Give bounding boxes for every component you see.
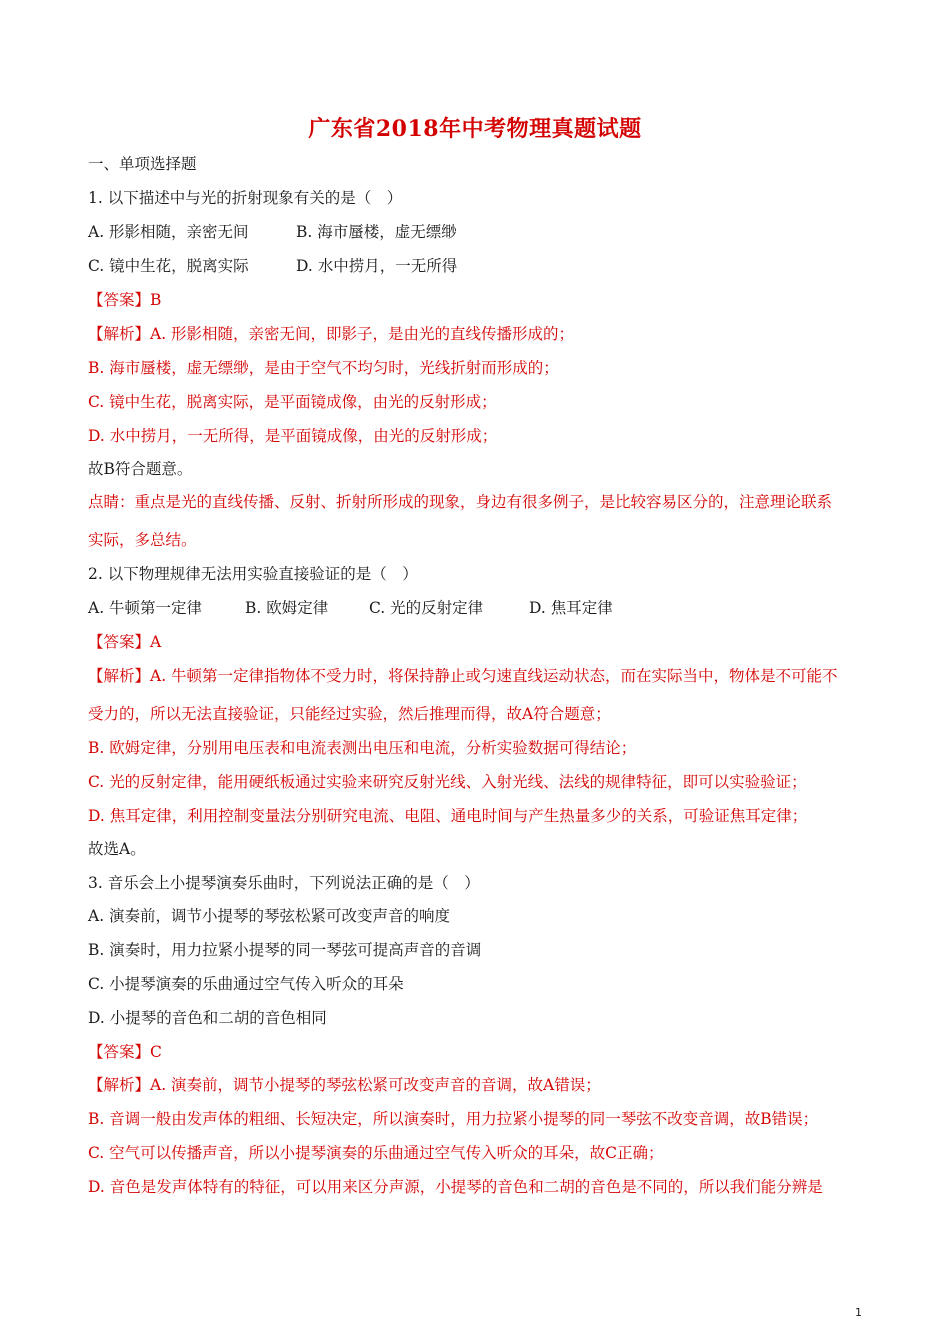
q2-analysis-2: 受力的，所以无法直接验证，只能经过实验，然后推理而得，故A符合题意； xyxy=(88,705,611,723)
q3-option-b: B. 演奏时，用力拉紧小提琴的同一琴弦可提高声音的音调 xyxy=(88,941,482,959)
q1-analysis-2: B. 海市蜃楼，虚无缥缈，是由于空气不均匀时，光线折射而形成的； xyxy=(88,359,559,377)
q3-stem: 3. 音乐会上小提琴演奏乐曲时，下列说法正确的是（ ） xyxy=(88,874,480,892)
q1-analysis-4: D. 水中捞月，一无所得，是平面镜成像，由光的反射形成； xyxy=(88,427,498,445)
q3-analysis-2: B. 音调一般由发声体的粗细、长短决定，所以演奏时，用力拉紧小提琴的同一琴弦不改变音调，故B错误； xyxy=(88,1110,819,1128)
q3-analysis-3: C. 空气可以传播声音，所以小提琴演奏的乐曲通过空气传入听众的耳朵，故C正确； xyxy=(88,1144,664,1162)
q1-option-c: C. 镜中生花，脱离实际 xyxy=(88,257,249,275)
q1-options-row-1 xyxy=(88,222,457,242)
q1-tip-2: 实际，多总结。 xyxy=(88,531,197,549)
q3-analysis-1: 【解析】A. 演奏前，调节小提琴的琴弦松紧可改变声音的音调，故A错误； xyxy=(88,1076,601,1094)
q1-analysis-1: 【解析】A. 形影相随，亲密无间，即影子，是由光的直线传播形成的； xyxy=(88,325,575,343)
q3-option-c: C. 小提琴演奏的乐曲通过空气传入听众的耳朵 xyxy=(88,975,404,993)
q2-analysis-4: C. 光的反射定律，能用硬纸板通过实验来研究反射光线、入射光线、法线的规律特征，即可以实验验证； xyxy=(88,773,807,791)
q1-analysis-3: C. 镜中生花，脱离实际，是平面镜成像，由光的反射形成； xyxy=(88,393,497,411)
q1-tip-1: 点睛：重点是光的直线传播、反射、折射所形成的现象，身边有很多例子，是比较容易区分的，注意理论联系 xyxy=(88,493,833,511)
q1-conclusion: 故B符合题意。 xyxy=(88,460,193,478)
q2-option-a: A. 牛顿第一定律 xyxy=(88,599,203,617)
q2-option-b: B. 欧姆定律 xyxy=(245,599,329,617)
page-number: 1 xyxy=(855,1306,862,1319)
q2-option-c: C. 光的反射定律 xyxy=(369,599,484,617)
q1-option-b: B. 海市蜃楼，虚无缥缈 xyxy=(296,223,457,241)
document-title: 广东省2018年中考物理真题试题 xyxy=(308,116,642,142)
q3-option-d: D. 小提琴的音色和二胡的音色相同 xyxy=(88,1009,327,1027)
q2-analysis-1: 【解析】A. 牛顿第一定律指物体不受力时，将保持静止或匀速直线运动状态，而在实际当中，物体是不可能不 xyxy=(88,667,838,685)
q1-answer: 【答案】B xyxy=(88,291,162,309)
q1-option-a: A. 形影相随，亲密无间 xyxy=(88,223,249,241)
q2-analysis-3: B. 欧姆定律，分别用电压表和电流表测出电压和电流，分析实验数据可得结论； xyxy=(88,739,637,757)
q2-options-row xyxy=(88,598,613,618)
section-heading: 一、单项选择题 xyxy=(88,155,197,173)
q1-option-d: D. 水中捞月，一无所得 xyxy=(296,257,458,275)
q3-analysis-4: D. 音色是发声体特有的特征，可以用来区分声源，小提琴的音色和二胡的音色是不同的，所以我们能分辨是 xyxy=(88,1178,823,1196)
q1-options-row-2 xyxy=(88,256,457,276)
q2-analysis-5: D. 焦耳定律，利用控制变量法分别研究电流、电阻、通电时间与产生热量多少的关系，可验证焦耳定律； xyxy=(88,807,808,825)
q2-answer: 【答案】A xyxy=(88,633,162,651)
q2-option-d: D. 焦耳定律 xyxy=(529,599,613,617)
q3-option-a: A. 演奏前，调节小提琴的琴弦松紧可改变声音的响度 xyxy=(88,907,451,925)
q2-conclusion: 故选A。 xyxy=(88,840,146,858)
q3-answer: 【答案】C xyxy=(88,1043,162,1061)
q2-stem: 2. 以下物理规律无法用实验直接验证的是（ ） xyxy=(88,565,418,583)
q1-stem: 1. 以下描述中与光的折射现象有关的是（ ） xyxy=(88,189,403,207)
